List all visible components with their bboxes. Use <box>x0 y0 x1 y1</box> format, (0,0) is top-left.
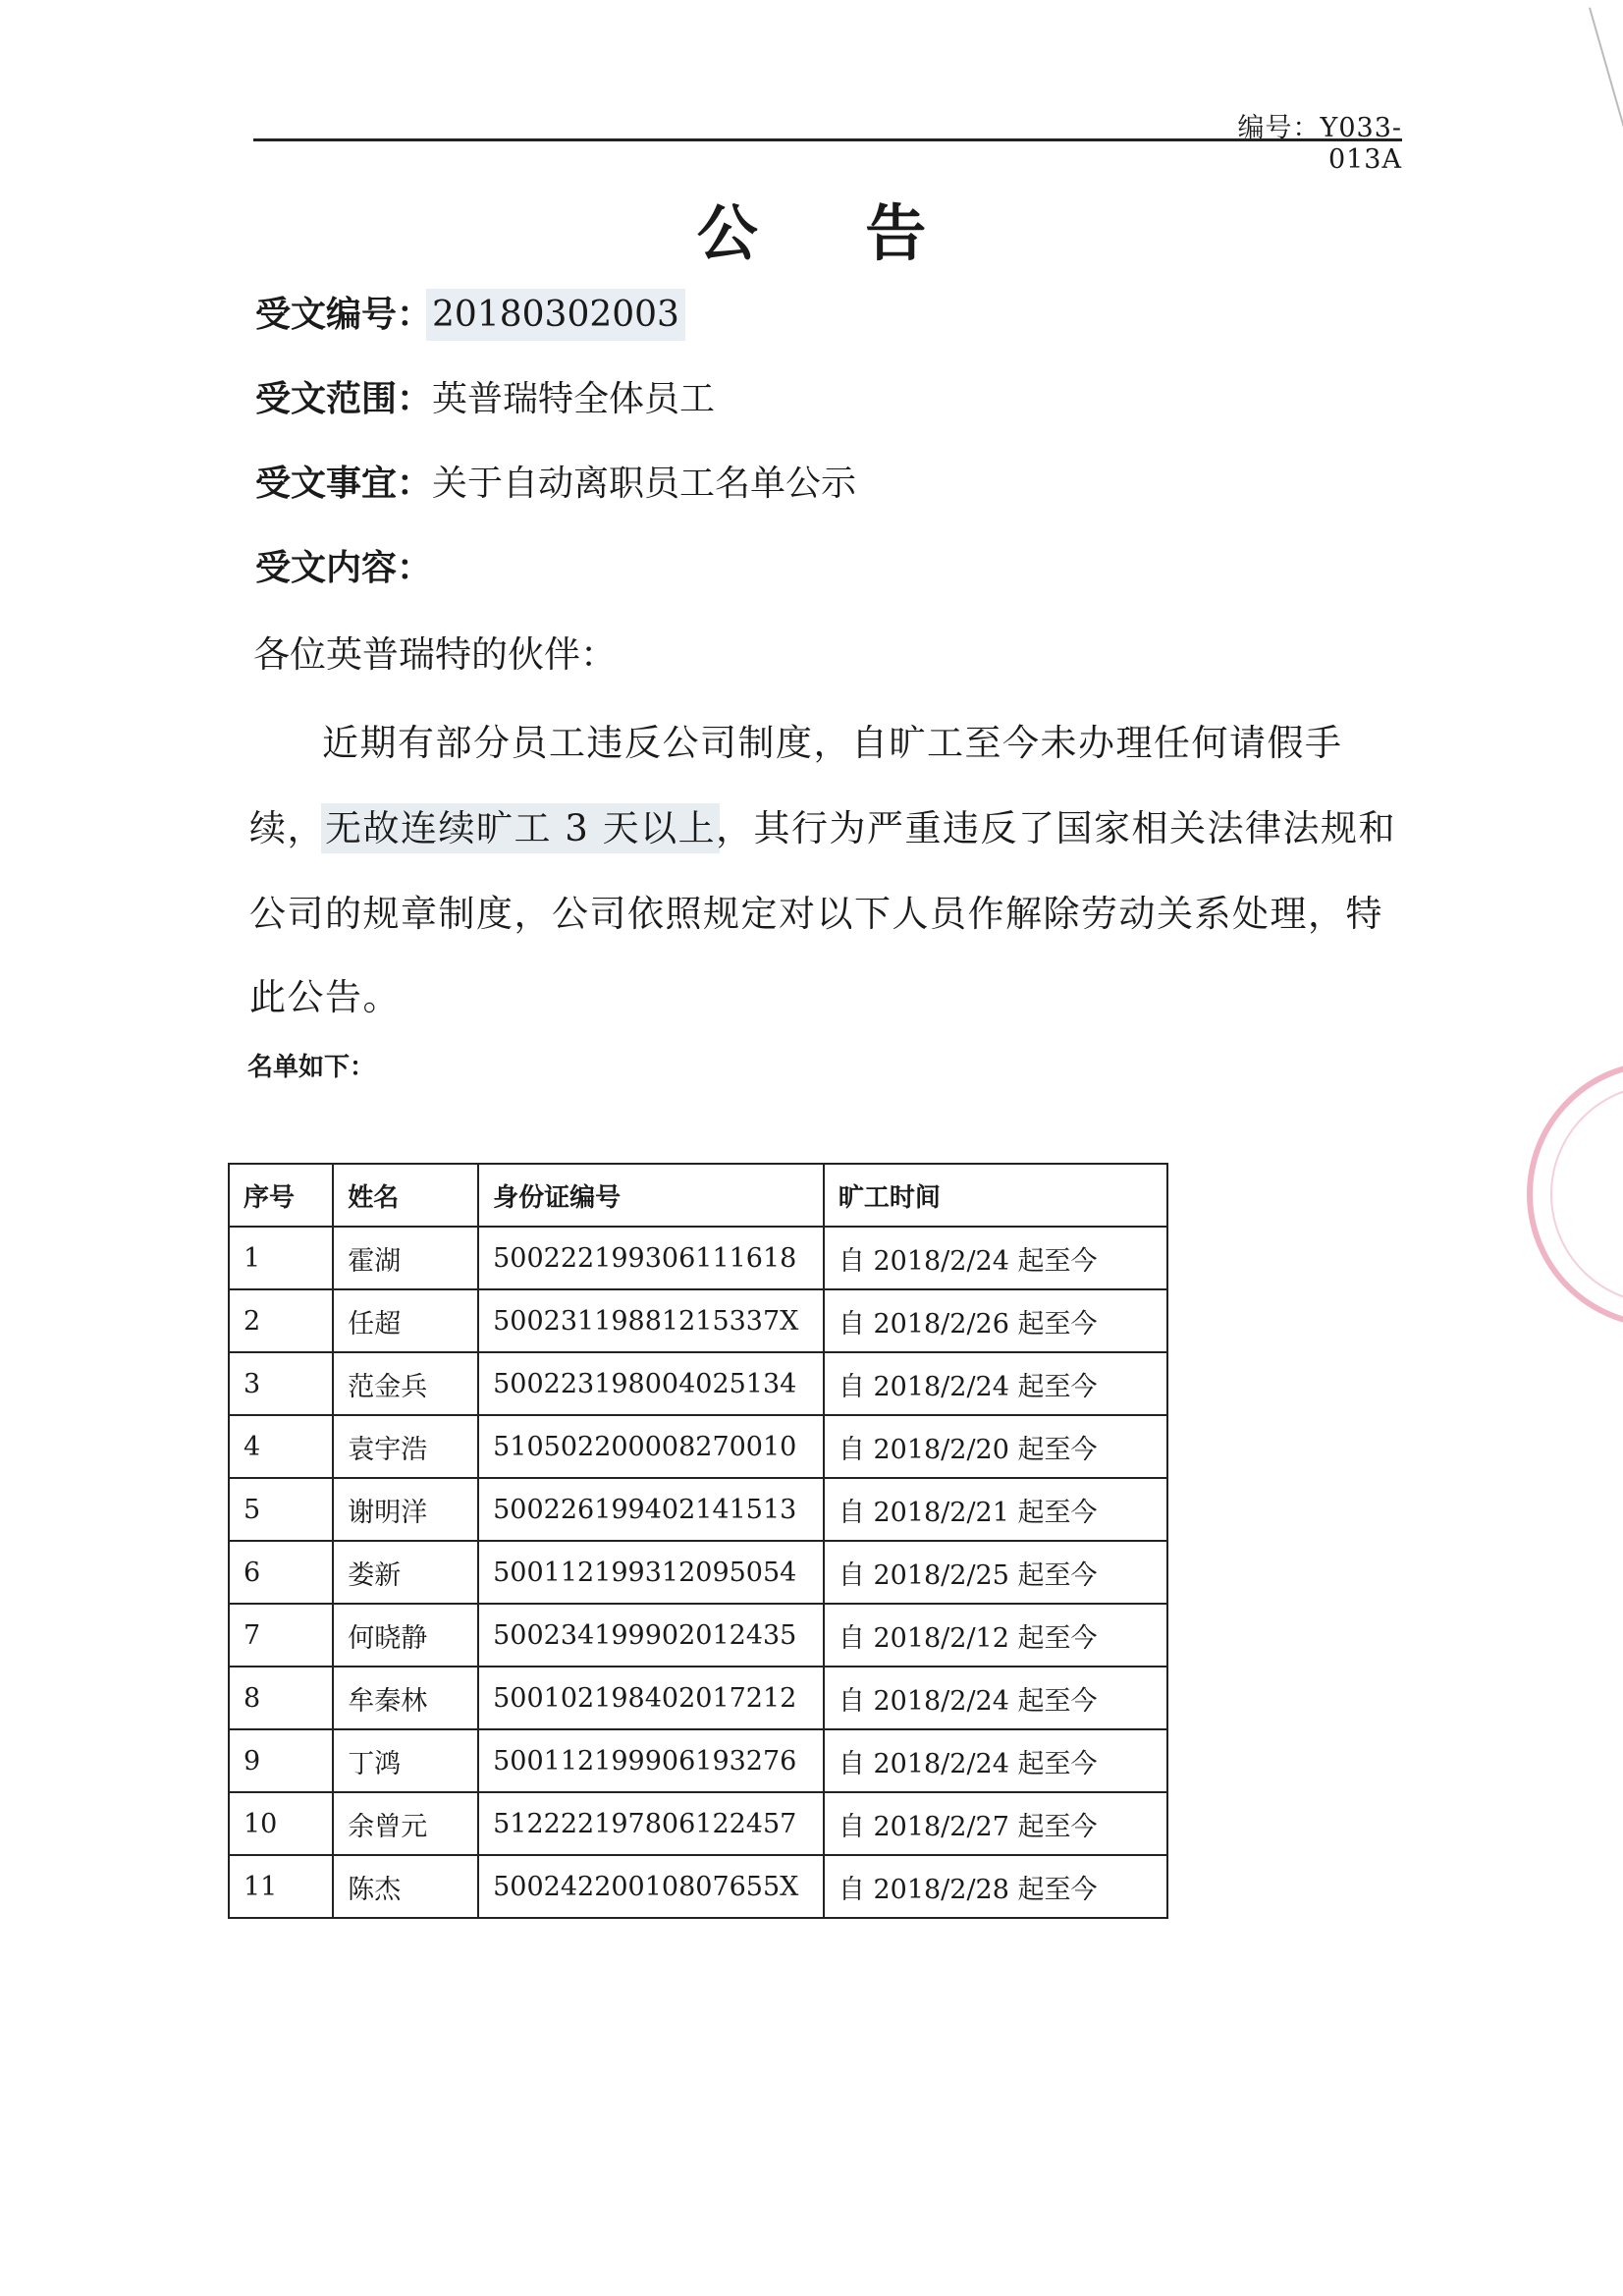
cell-name: 任超 <box>333 1289 478 1352</box>
cell-name: 丁鸿 <box>333 1729 478 1792</box>
body-line-2c: ，其行为严重违反了国家相关法律法规和 <box>716 807 1397 849</box>
body-line-3: 公司的规章制度，公司依照规定对以下人员作解除劳动关系处理，特 <box>249 893 1383 935</box>
scan-edge-mark <box>1589 7 1623 149</box>
notice-title: 公 告 <box>696 197 970 269</box>
cell-id-number: 50023119881215337X <box>478 1289 824 1352</box>
cell-absence-time: 自 2018/2/24 起至今 <box>824 1352 1167 1415</box>
absentee-table <box>228 1163 1168 1919</box>
cell-index: 4 <box>229 1415 333 1478</box>
scope-field <box>255 371 715 421</box>
table-header-row <box>229 1164 1167 1227</box>
cell-absence-time: 自 2018/2/12 起至今 <box>824 1604 1167 1667</box>
table-row <box>229 1604 1167 1667</box>
cell-absence-time: 自 2018/2/27 起至今 <box>824 1792 1167 1855</box>
cell-index: 2 <box>229 1289 333 1352</box>
table-row <box>229 1352 1167 1415</box>
cell-name: 霍湖 <box>333 1227 478 1289</box>
cell-absence-time: 自 2018/2/24 起至今 <box>824 1227 1167 1289</box>
cell-name: 余曾元 <box>333 1792 478 1855</box>
cell-id-number: 510502200008270010 <box>478 1415 824 1478</box>
list-label: 名单如下： <box>247 1053 376 1082</box>
cell-absence-time: 自 2018/2/25 起至今 <box>824 1541 1167 1604</box>
cell-id-number: 500222199306111618 <box>478 1227 824 1289</box>
cell-absence-time: 自 2018/2/26 起至今 <box>824 1289 1167 1352</box>
cell-id-number: 500223198004025134 <box>478 1352 824 1415</box>
header-rule <box>253 138 1402 141</box>
table-body <box>229 1227 1167 1918</box>
body-line-1: 近期有部分员工违反公司制度，自旷工至今未办理任何请假手 <box>322 722 1343 764</box>
content-field <box>255 540 432 590</box>
doc-number-field <box>255 287 679 337</box>
company-seal-stamp <box>1527 1061 1623 1328</box>
cell-index: 6 <box>229 1541 333 1604</box>
cell-index: 8 <box>229 1667 333 1729</box>
cell-id-number: 500102198402017212 <box>478 1667 824 1729</box>
subject-value: 关于自动离职员工名单公示 <box>432 464 857 504</box>
cell-index: 1 <box>229 1227 333 1289</box>
header-id-number: 身份证编号 <box>478 1164 824 1227</box>
doc-number-label: 受文编号： <box>255 295 433 335</box>
cell-name: 谢明洋 <box>333 1478 478 1541</box>
cell-index: 3 <box>229 1352 333 1415</box>
cell-id-number: 500112199312095054 <box>478 1541 824 1604</box>
table-row <box>229 1541 1167 1604</box>
cell-name: 娄新 <box>333 1541 478 1604</box>
subject-label: 受文事宜： <box>255 464 433 504</box>
cell-absence-time: 自 2018/2/28 起至今 <box>824 1855 1167 1918</box>
cell-name: 何晓静 <box>333 1604 478 1667</box>
body-line-2 <box>249 798 1396 851</box>
scope-label: 受文范围： <box>255 379 433 419</box>
cell-id-number: 500112199906193276 <box>478 1729 824 1792</box>
cell-id-number: 500234199902012435 <box>478 1604 824 1667</box>
table-row <box>229 1792 1167 1855</box>
greeting: 各位英普瑞特的伙伴： <box>253 633 617 676</box>
seal-inner-ring <box>1550 1084 1623 1304</box>
table-row <box>229 1729 1167 1792</box>
table-row <box>229 1478 1167 1541</box>
table-row <box>229 1227 1167 1289</box>
cell-name: 范金兵 <box>333 1352 478 1415</box>
cell-name: 袁宇浩 <box>333 1415 478 1478</box>
cell-index: 11 <box>229 1855 333 1918</box>
cell-absence-time: 自 2018/2/20 起至今 <box>824 1415 1167 1478</box>
scope-value: 英普瑞特全体员工 <box>432 379 716 419</box>
header-absence-time: 旷工时间 <box>824 1164 1167 1227</box>
table-row <box>229 1855 1167 1918</box>
document-code: 编号：Y033-013A <box>1237 113 1402 175</box>
cell-id-number: 50024220010807655X <box>478 1855 824 1918</box>
header-name: 姓名 <box>333 1164 478 1227</box>
cell-absence-time: 自 2018/2/24 起至今 <box>824 1667 1167 1729</box>
body-line-2-highlight: 无故连续旷工 3 天以上 <box>325 807 717 849</box>
table-row <box>229 1289 1167 1352</box>
cell-name: 牟秦林 <box>333 1667 478 1729</box>
cell-id-number: 512222197806122457 <box>478 1792 824 1855</box>
body-line-4: 此公告。 <box>249 976 401 1018</box>
cell-index: 7 <box>229 1604 333 1667</box>
table-row <box>229 1667 1167 1729</box>
body-line-2a: 续， <box>249 807 325 849</box>
subject-field <box>255 456 856 506</box>
cell-index: 9 <box>229 1729 333 1792</box>
doc-number-value: 20180302003 <box>432 295 679 335</box>
table-row <box>229 1415 1167 1478</box>
cell-absence-time: 自 2018/2/21 起至今 <box>824 1478 1167 1541</box>
cell-id-number: 500226199402141513 <box>478 1478 824 1541</box>
cell-name: 陈杰 <box>333 1855 478 1918</box>
cell-index: 5 <box>229 1478 333 1541</box>
cell-absence-time: 自 2018/2/24 起至今 <box>824 1729 1167 1792</box>
header-index: 序号 <box>229 1164 333 1227</box>
cell-index: 10 <box>229 1792 333 1855</box>
content-label: 受文内容： <box>255 548 433 588</box>
